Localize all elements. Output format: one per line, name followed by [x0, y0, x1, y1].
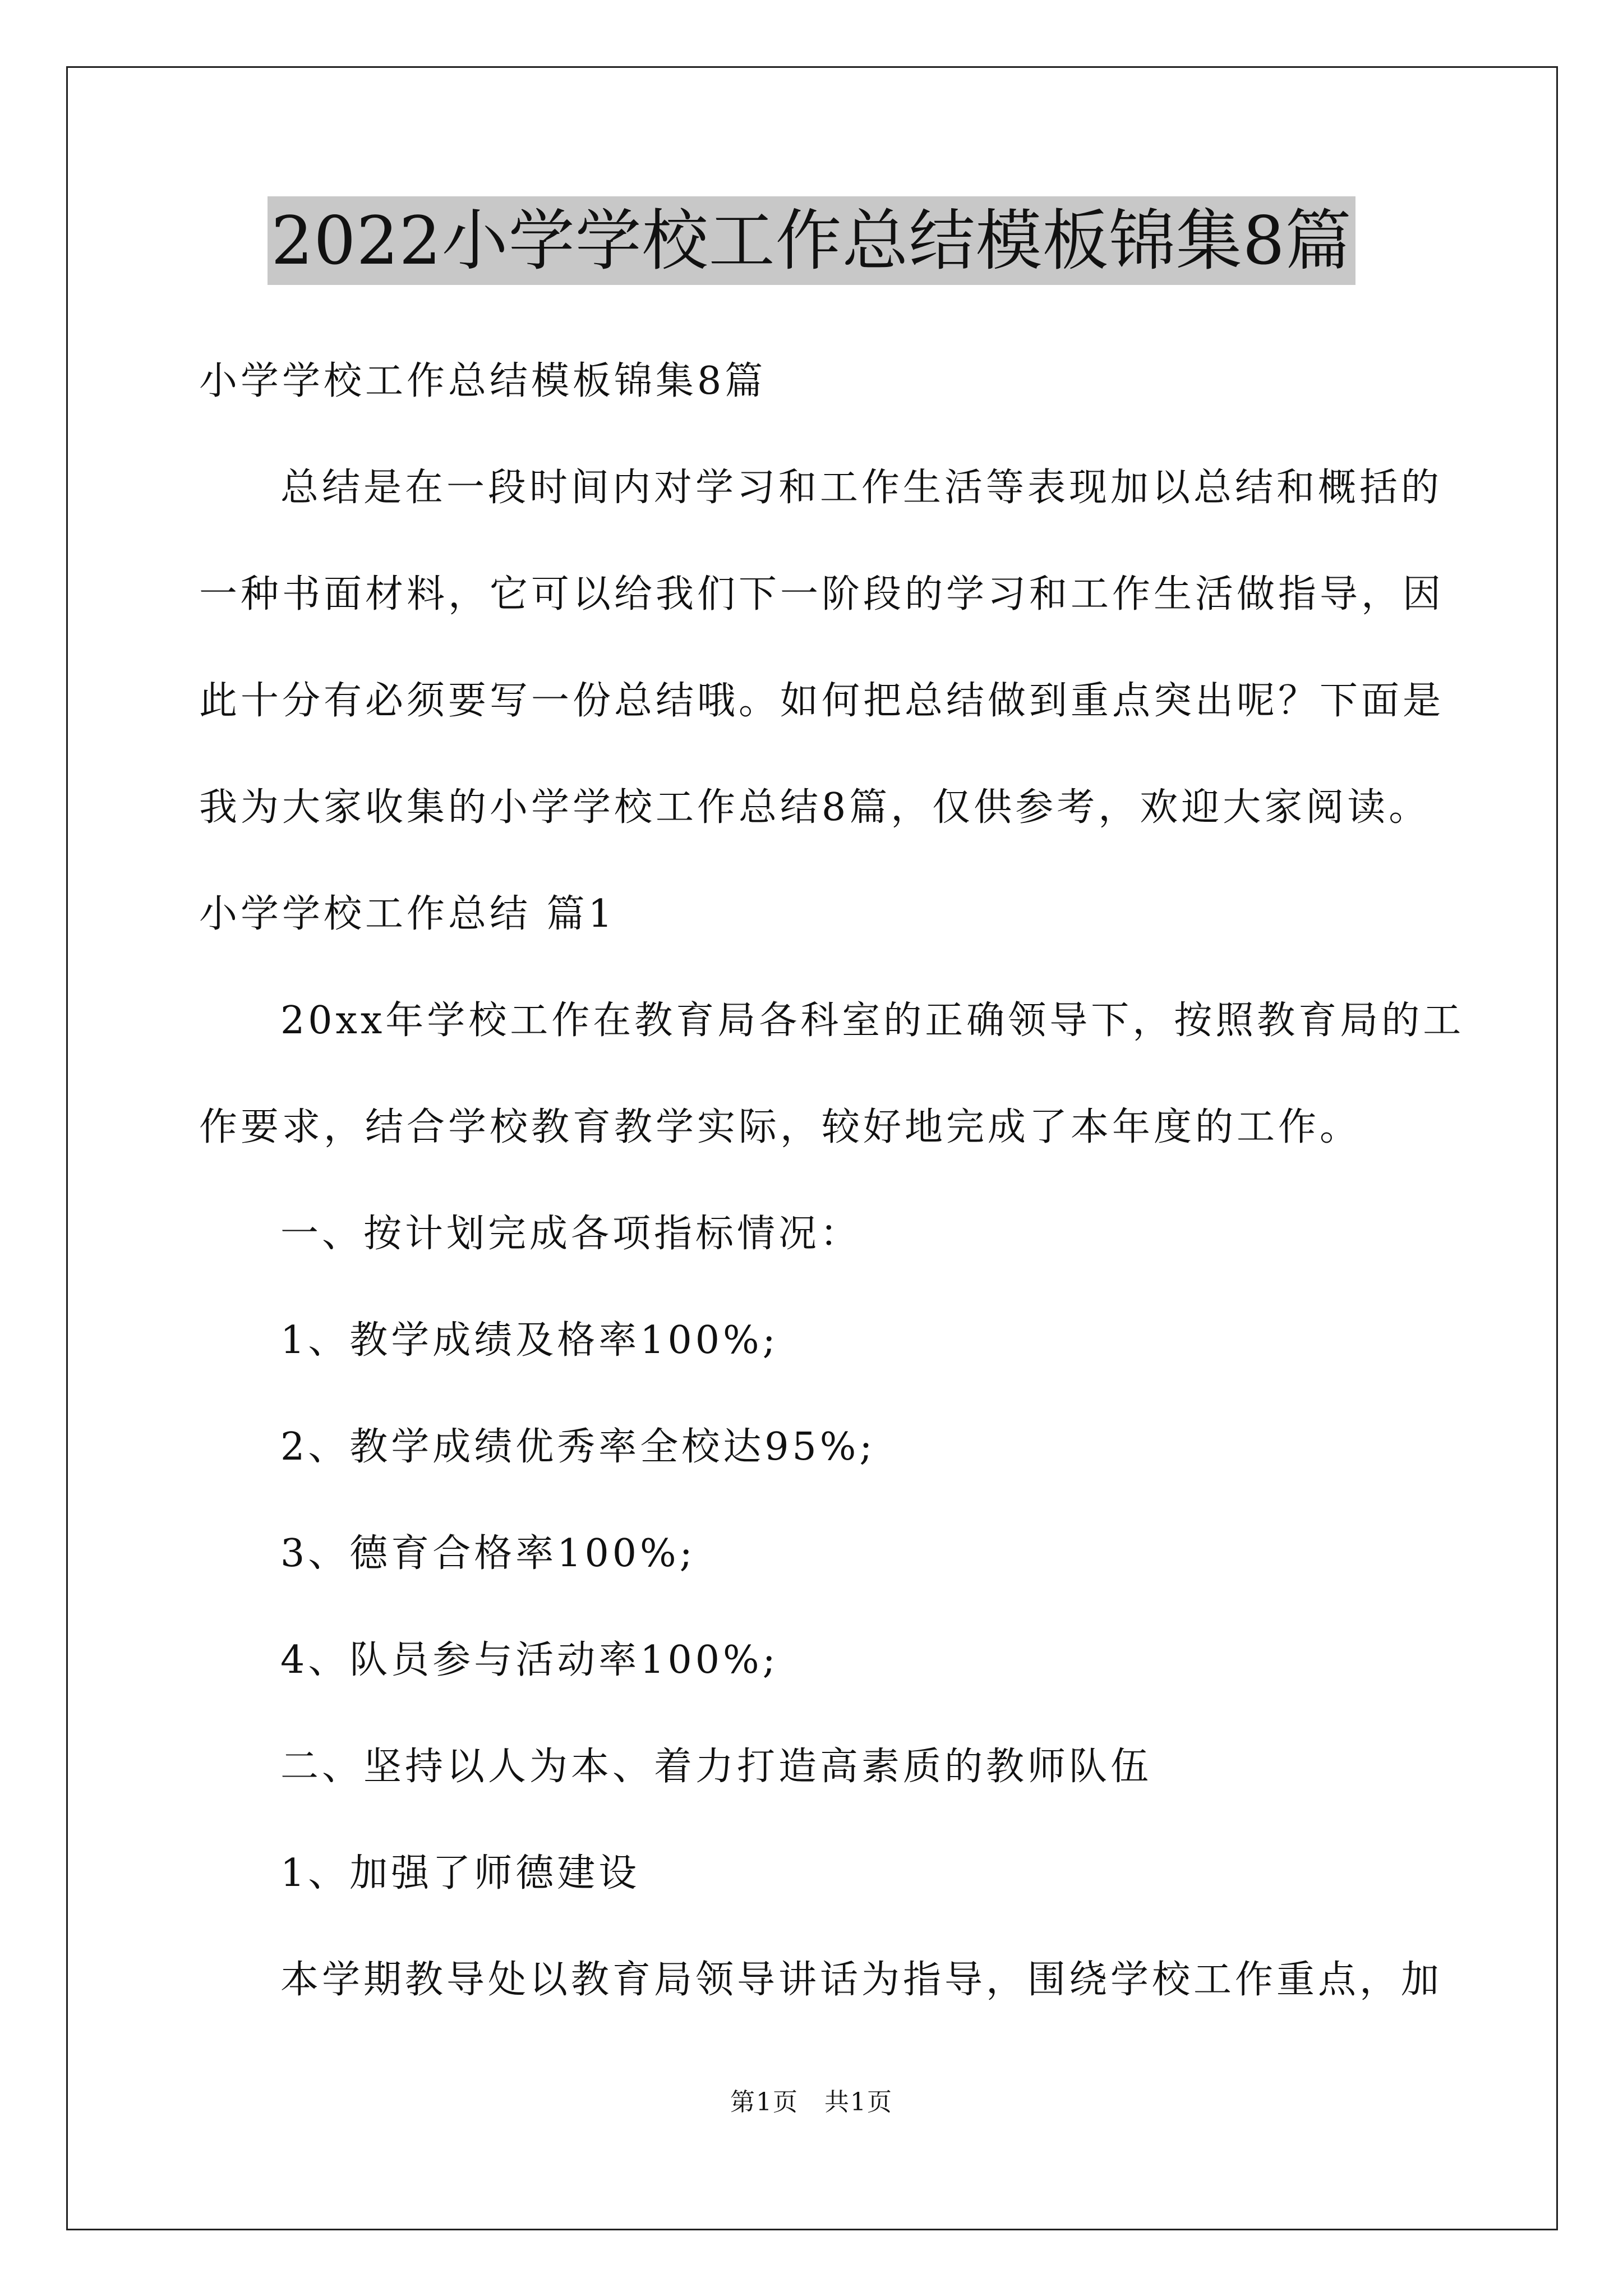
title-container [0, 196, 1623, 285]
list-item: 1、教学成绩及格率100%; [280, 1318, 779, 1363]
list-item: 2、教学成绩优秀率全校达95%; [280, 1425, 876, 1469]
document-title: 2022小学学校工作总结模板锦集8篇 [268, 196, 1355, 285]
sub-heading: 1、加强了师德建设 [280, 1851, 640, 1895]
section-para-line-2: 作要求，结合学校教育教学实际，较好地完成了本年度的工作。 [199, 1105, 1362, 1149]
intro-line-3: 此十分有必须要写一份总结哦。如何把总结做到重点突出呢？下面是 [199, 679, 1445, 723]
document-subtitle: 小学学校工作总结模板锦集8篇 [199, 359, 767, 403]
heading-one: 一、按计划完成各项指标情况： [280, 1212, 862, 1256]
page-footer: 第1页 共1页 [730, 2088, 893, 2116]
body-last-line: 本学期教导处以教育局领导讲话为指导，围绕学校工作重点，加 [280, 1958, 1443, 2002]
section-para-line-1: 20xx年学校工作在教育局各科室的正确领导下，按照教育局的工 [280, 999, 1465, 1043]
intro-line-1: 总结是在一段时间内对学习和工作生活等表现加以总结和概括的 [280, 466, 1443, 510]
section-heading: 小学学校工作总结 篇1 [199, 892, 616, 936]
intro-line-4: 我为大家收集的小学学校工作总结8篇，仅供参考，欢迎大家阅读。 [199, 785, 1431, 830]
list-item: 3、德育合格率100%; [280, 1531, 696, 1576]
list-item: 4、队员参与活动率100%; [280, 1638, 779, 1682]
heading-two: 二、坚持以人为本、着力打造高素质的教师队伍 [280, 1745, 1152, 1789]
intro-line-2: 一种书面材料，它可以给我们下一阶段的学习和工作生活做指导，因 [199, 572, 1445, 616]
